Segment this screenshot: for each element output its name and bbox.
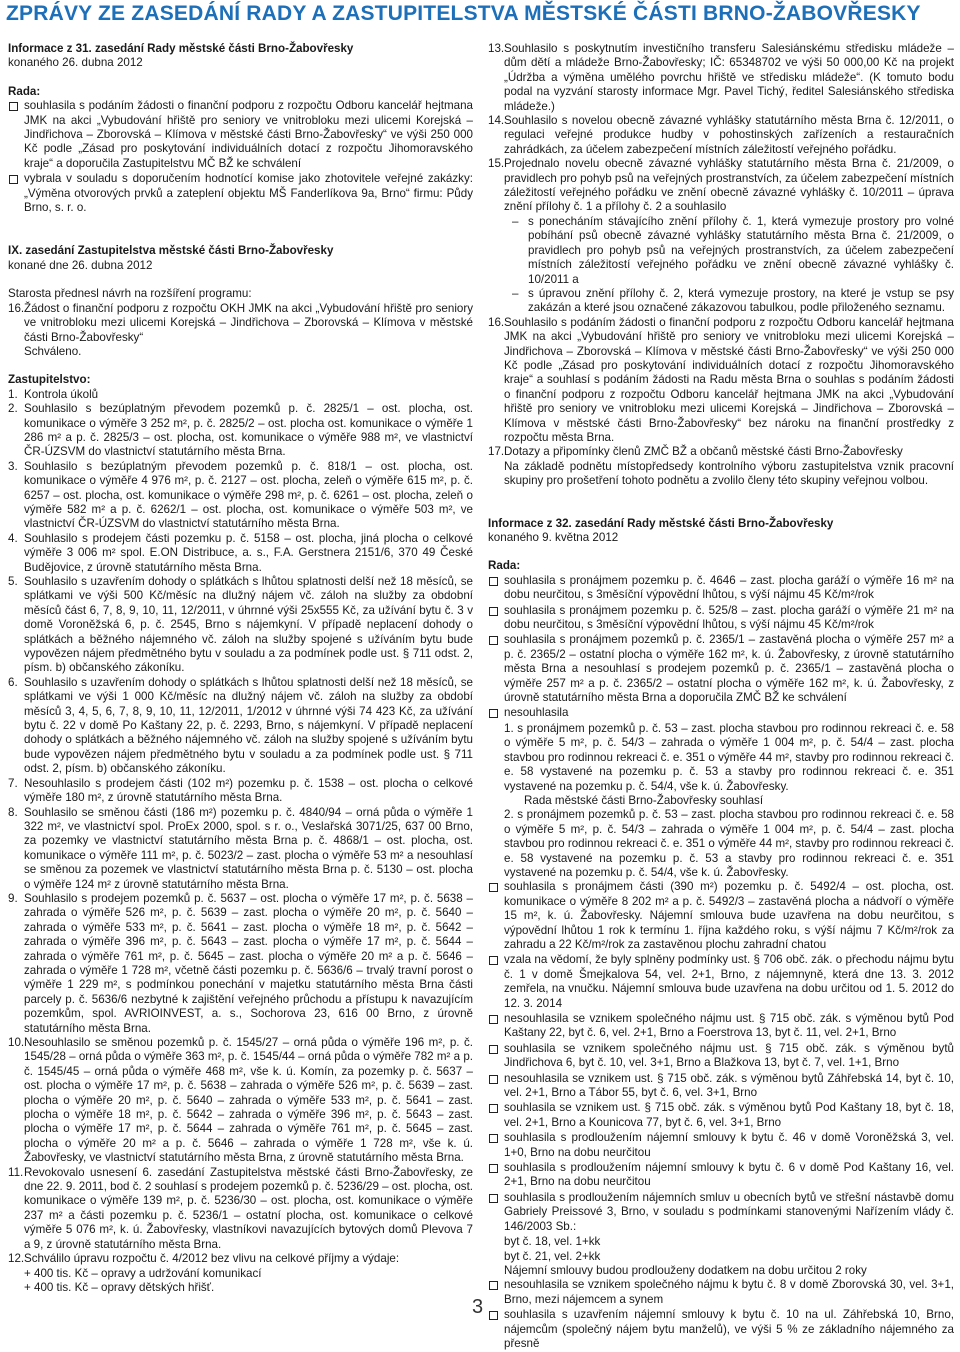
list-item: souhlasila s uzavřením nájemní smlouvy k bytu č. 10 na ul. Záhřebská 10, Brno, nájemcům (společný nájem bytu manželů), ve výši 5 % ze základního nájemného za přesně xyxy=(488,1308,954,1351)
left-column xyxy=(8,42,473,1295)
checkbox-bullet-icon xyxy=(489,1194,498,1203)
checkbox-bullet-icon xyxy=(489,1311,498,1320)
list-item: 13. Souhlasilo s poskytnutím investičního transferu Salesiánskému středisku mládeže – dům dětí a mládeže Brno-Žabovřesky; IČ: 65348702 ve výši 50 000,00 Kč na projekt „Údržba a výměna umělého povrchu hřiště ve středisku mládeže“. (K tomuto bodu podal na vyzvání starosty informace Mgr. Pavel Tichý, ředitel Salesiánského střediska mládeže.) xyxy=(488,42,954,113)
list-item: souhlasila se vznikem společného nájmu ust. § 715 obč. zák. s výměnou bytů Jindřichova 6, byt č. 10, vel. 3+1, Brno a Blažkova 13, byt č. 7, vel. 1+1, Brno xyxy=(488,1042,954,1071)
checkbox-bullet-icon xyxy=(9,175,18,184)
list-item: nesouhlasila se vznikem společného nájmu k bytu č. 8 v domě Zborovská 30, vel. 3+1, Brno, mezi nájemcem a synem xyxy=(488,1278,954,1307)
list-item: souhlasila s prodloužením nájemních smluv u obecních bytů ve střešní nástavbě domu Gabriely Preissové 3, Brno, v souladu s podmínkami stanovenými Nařízením vlády č. 146/2003 Sb.: xyxy=(488,1191,954,1234)
ix-heading: IX. zasedání Zastupitelstva městské části Brno-Žabovřesky xyxy=(8,244,334,258)
list-item: 1. Kontrola úkolů xyxy=(8,387,99,401)
list-item: 14. Souhlasilo s novelou obecně závazné vyhlášky statutárního města Brna č. 12/2011, o regulaci veřejné produkce hudby v pohostinských zařízeních a restauračních zahrádkách, za účelem zabezpečení místních záležitostí veřejného pořádku. xyxy=(488,114,954,156)
page-title: ZPRÁVY ZE ZASEDÁNÍ RADY A ZASTUPITELSTVA MĚSTSKÉ ČÁSTI BRNO-ŽABOVŘESKY xyxy=(6,2,921,25)
checkbox-bullet-icon xyxy=(489,956,498,965)
list-item: vybrala v souladu s doporučením hodnotící komise jako zhotovitele veřejné zakázky: „Výměna otvorových prvků a zateplení objektu MŠ Fanderlíkova 9a, Brno“ firmu: Půdy Brno, s. r. o. xyxy=(8,172,473,215)
resolution-list xyxy=(488,316,954,460)
page-number: 3 xyxy=(472,1296,484,1318)
checkbox-bullet-icon xyxy=(489,636,498,645)
checkbox-bullet-icon xyxy=(9,102,18,111)
rada-label: Rada: xyxy=(488,559,521,573)
list-item: – s ponecháním stávajícího znění přílohy č. 1, která vymezuje prostory pro volné pobíhání psů obecně závazné vyhlášky statutárního města Brna č. 21/2009, o pravidlech pro pohyb psů na veřejných prostranstvích, za účelem zabezpečení místních záležitostí veřejného pořádku ve znění obecně závazné vyhlášky č. 10/2011 a xyxy=(512,214,954,286)
list-item: nesouhlasila se vznikem ust. § 715 obč. zák. s výměnou bytů Záhřebská 14, byt č. 10, vel. 2+1, Brno a Tábor 55, byt č. 6, vel. 3+1, Brno xyxy=(488,1072,954,1101)
bullet-list xyxy=(488,880,954,1234)
item17-note: Na základě podnětu místopředsedy kontrolního výboru zastupitelstva vznik pracovní skupiny pro prošetření tohoto podnětu a zvolilo členy této skupiny veřejnou volbou. xyxy=(504,459,954,488)
list-item: nesouhlasila se vznikem společného nájmu ust. § 715 obč. zák. s výměnou bytů Pod Kaštany 22, byt č. 6, vel. 2+1, Brno a Foerstrova 13, byt č. 11, vel. 2+1, Brno xyxy=(488,1012,954,1041)
resolution-list xyxy=(8,388,473,1267)
list-item: 3. Souhlasilo s bezúplatným převodem pozemků p. č. 818/1 – ost. plocha, ost. komunikace o výměře 4 976 m², p. č. 2127 – ost. plocha, zeleň o výměře 615 m², p. č. 6257 – ost. plocha, ost. komunikace o výměře 298 m², p. č. 6261 – ost. plocha, zeleň o výměře 582 m² a p. č. 6262/1 – ost. plocha, ost. komunikace o výměře 503 m², ve vlastnictví ČR-ÚZSVM do vlastnictví statutárního města Brna. xyxy=(8,459,473,531)
list-item: 16. Souhlasilo s podáním žádosti o finanční podporu z rozpočtu Odboru kancelář hejtmana JMK na akci „Vybudování hřiště pro seniory ve vnitrobloku mezi ulicemi Korejská – Jindřichova – Zborovská – Klímova v městské části Brno-Žabovřesky“ ve výši 250 000 Kč podle „Zásad pro poskytování individuálních dotací z rozpočtu Jihomoravského kraje“ a souhlasí s podáním žádosti na Radu města Brna o souhlas s podáním žádosti o finanční podporu z rozpočtu Odboru kancelář hejtmana JMK na akci „Vybudování hřiště pro seniory ve vnitrobloku mezi ulicemi Korejská – Jindřichova – Zborovská – Klímova v městské části Brno-Žabovřesky“ bez nároku na finanční prostředky z rozpočtu města Brna. xyxy=(488,315,954,444)
info2-date: konaného 9. května 2012 xyxy=(488,531,619,544)
list-item: – s úpravou znění přílohy č. 2, která vymezuje prostory, na které je vstup se psy zakázán a které jsou označené zákazovou tabulkou, podle přiloženého seznamu. xyxy=(512,286,954,315)
byt-line: byt č. 21, vel. 2+kk xyxy=(504,1249,601,1263)
list-item: vzala na vědomí, že byly splněny podmínky ust. § 706 obč. zák. o přechodu nájmu bytu č. 1 v domě Šmejkalova 54, vel. 2+1, Brno, z nájemnyně, která dne 13. 3. 2012 zemřela, na vnučku. Nájemní smlouva bude uzavřena na dobu určitou od 1. 5. 2012 do 12. 3. 2014 xyxy=(488,953,954,1011)
byt-line: byt č. 18, vel. 1+kk xyxy=(504,1235,601,1249)
list-item: 9. Souhlasilo s prodejem pozemků p. č. 5637 – ost. plocha o výměře 17 m², p. č. 5638 – zahrada o výměře 526 m², p. č. 5639 – zast. plocha o výměře 20 m², p. č. 5640 – zahrada o výměře 533 m², p. č. 5641 – zast. plocha o výměře 18 m², p. č. 5642 – zahrada o výměře 396 m², p. č. 5643 – zast. plocha o výměře 17 m², p. č. 5644 – zahrada o výměře 761 m², p. č. 5645 – zast. plocha o výměře 20 m² a p. č. 5646 – zahrada o výměře 1 728 m², včetně části pozemku p. č. 5636/6 – trvalý travní porost o výměře 1 229 m², s podmínkou ponechání v majetku statutárního města Brna části parcely p. č. 5636/6 nezbytné k zajištění veřejného průchodu a přístupu k navazujícím pozemkům, spol. AVRIOINVEST, a. s., Sochorova 23, 616 00 Brno, z úrovně statutárního města Brna. xyxy=(8,891,473,1035)
list-item: 4. Souhlasilo s prodejem části pozemku p. č. 5158 – ost. plocha, jiná plocha o celkové výměře 3 006 m² spol. E.ON Distribuce, a. s., F.A. Gerstnera 2151/6, 370 49 České Budějovice, z úrovně statutárního města Brna. xyxy=(8,531,473,574)
checkbox-bullet-icon xyxy=(489,709,498,718)
list-item: souhlasila s pronájmem pozemku p. č. 525/8 – zast. plocha garáží o výměře 21 m² na dobu neurčitou, s 3měsíční výpovědní lhůtou, s výší nájmu 45 Kč/m²/rok xyxy=(488,604,954,633)
resolution-list xyxy=(488,42,954,215)
list-item: 8. Souhlasilo se směnou části (186 m²) pozemku p. č. 4840/94 – orná půda o výměře 1 322 m², ve vlastnictví spol. ProEx 2000, spol. s r. o., Veslařská 3071/25, 637 00 Brno, za pozemky ve vlastnictví statutárního města Brna p. č. 4868/1 – ost. plocha, ost. komunikace o výměře 111 m², p. č. 5023/2 – zast. plocha o výměře 53 m² a nesouhlasí se směnou za pozemek ve vlastnictví statutárního města Brna p. č. 5130 – ost. plocha o výměře 124 m² z úrovně statutárního města Brna. xyxy=(8,805,473,891)
list-item: souhlasila s prodloužením nájemní smlouvy k bytu č. 6 v domě Pod Kaštany 16, vel. 2+1, Brno na dobu neurčitou xyxy=(488,1161,954,1190)
list-item: nesouhlasila xyxy=(488,706,954,720)
info2-heading: Informace z 32. zasedání Rady městské části Brno-Žabovřesky xyxy=(488,516,834,530)
list-item: 10. Nesouhlasilo se směnou pozemků p. č. 1545/27 – orná půda o výměře 196 m², p. č. 1545/28 – orná půda o výměře 363 m², p. č. 1545/44 – orná půda o výměře 782 m² a p. č. 1545/45 – orná půda o výměře 468 m², vše k. ú. Komín, za pozemky p. č. 5637 – ost. plocha o výměře 17 m², p. č. 5638 – zahrada o výměře 526 m², p. č. 5639 – zast. plocha o výměře 20 m², p. č. 5640 – zahrada o výměře 533 m², p. č. 5641 – zast. plocha o výměře 18 m², p. č. 5642 – zahrada o výměře 396 m², p. č. 5643 – zast. plocha o výměře 17 m², p. č. 5644 – zahrada o výměře 761 m², p. č. 5645 – zast. plocha o výměře 20 m² a p. č. 5646 – zahrada o výměře 1 728 m², vše k. ú. Žabovřesky, ve vlastnictví statutárního města Brna, z úrovně statutárního města Brna. xyxy=(8,1036,473,1165)
sublist-item: 1. s pronájmem pozemků p. č. 53 – zast. plocha stavbou pro rodinnou rekreaci č. e. 58 o výměře 5 m², p. č. 54/3 – zahrada o výměře 1 004 m², p. č. 54/4 – zast. plocha stavbou pro rodinnou rekreaci č. e. 351 o výměře 44 m², stavby pro rodinnou rekreaci č. e. 58 vystavené na pozemku p. č. 53 a stavby pro rodinnou rekreaci č. e. 351 vystavené na pozemku p. č. 54/4, vše k. ú. Žabovřesky. xyxy=(504,721,954,793)
checkbox-bullet-icon xyxy=(489,1134,498,1143)
bullet-list xyxy=(488,1278,954,1351)
starosta-text: Starosta přednesl návrh na rozšíření programu: xyxy=(8,287,252,301)
list-item: 16. Žádost o finanční podporu z rozpočtu OKH JMK na akci „Vybudování hřiště pro seniory ve vnitrobloku mezi ulicemi Korejská – Jindřichova – Zborovská – Klímova v městské části Brno-Žabovřesky“ xyxy=(8,301,473,344)
sublist-item: 2. s pronájmem pozemků p. č. 53 – zast. plocha stavbou pro rodinnou rekreaci č. e. 58 o výměře 5 m², p. č. 54/3 – zahrada o výměře 1 004 m², p. č. 54/4 – zast. plocha stavbou pro rodinnou rekreaci č. e. 351 o výměře 44 m², stavby pro rodinnou rekreaci č. e. 58 vystavené na pozemku p. č. 53 a stavby pro rodinnou rekreaci č. e. 351 vystavené na pozemku p. č. 54/4, vše k. ú. Žabovřesky. xyxy=(504,808,954,879)
list-item: 15. Projednalo novelu obecně závazné vyhlášky statutárního města Brna č. 21/2009, o pravidlech pro pohyb psů na veřejných prostranstvích, za účelem zabezpečení místních záležitostí veřejného pořádku ve znění obecně závazné vyhlášky č. 10/2011 – úprava znění přílohy č. 1 a přílohy č. 2 a souhlasilo xyxy=(488,157,954,214)
list-item: souhlasila s podáním žádosti o finanční podporu z rozpočtu Odboru kancelář hejtmana JMK na akci „Vybudování hřiště pro seniory ve vnitrobloku mezi ulicemi Korejská – Jindřichova – Zborovská – Klímova v městské části Brno-Žabovřesky“ ve výši 250 000 Kč podle „Zásad pro poskytování individuálních dotací z rozpočtu Jihomoravského kraje“ a doporučila Zastupitelstvu MČ BŽ ke schválení xyxy=(8,99,473,171)
byty-note: Nájemní smlouvy budou prodlouženy dodatkem na dobu určitou 2 roky xyxy=(504,1263,867,1277)
list-item: souhlasila s prodloužením nájemní smlouvy k bytu č. 46 v domě Voroněžská 3, vel. 1+0, Brno na dobu neurčitou xyxy=(488,1131,954,1160)
zastupitelstvo-label: Zastupitelstvo: xyxy=(8,373,91,387)
checkbox-bullet-icon xyxy=(489,1281,498,1290)
right-column xyxy=(488,42,954,1352)
list-item: 2. Souhlasilo s bezúplatným převodem pozemků p. č. 2825/1 – ost. plocha, ost. komunikace o výměře 3 252 m², p. č. 2825/2 – ost. plocha ost. komunikace o výměře 1 286 m² a p. č. 2825/3 – ost. plocha, ost. komunikace o výměře 988 m², ve vlastnictví ČR-ÚZSVM do vlastnictví statutárního města Brna. xyxy=(8,402,473,459)
list-item: souhlasila s pronájmem části (390 m²) pozemku p. č. 5492/4 – ost. plocha, ost. komunikace o výměře 8 202 m² a p. č. 5492/3 – zastavěná plocha a nádvoří o výměře 15 m², k. ú. Žabovřesky. Nájemní smlouva bude uzavřena na dobu neurčitou, s výpovědní lhůtou 1 rok k termínu 1. října každého roku, s výší nájmu 7 Kč/m²/rok za zahradu a 22 Kč/m²/rok za zastavěnou plochu zahradní chatou xyxy=(488,880,954,952)
checkbox-bullet-icon xyxy=(489,1164,498,1173)
info-date: konaného 26. dubna 2012 xyxy=(8,56,143,70)
ix-date: konané dne 26. dubna 2012 xyxy=(8,258,153,272)
list-item: 6. Souhlasilo s uzavřením dohody o splátkách s lhůtou splatnosti delší než 18 měsíců, se splátkami ve výši 1 000 Kč/měsíc na dlužný nájem vč. záloh na služby za období měsíců 3, 4, 5, 6, 7, 8, 9, 10, 11, 12/2011, 1/2012 v úhrnné výši 74 423 Kč, za užívání bytu č. 22 v domě Po Kaštany 22, p. č. 2293, Brno, s nájemkyní. V případě neplacení dohody o splátkách a běžného nájemného vč. záloh na služby spojené s užíváním bytu bude vypovězen nájem předmětného bytu v souladu a za podmínek podle ust. § 711 odst. 2, písm. b) občanského zákoníku. xyxy=(8,675,473,776)
rada-label: Rada: xyxy=(8,84,41,98)
budget-line: + 400 tis. Kč – opravy a udržování komunikací xyxy=(24,1266,262,1280)
checkbox-bullet-icon xyxy=(489,607,498,616)
checkbox-bullet-icon xyxy=(489,883,498,892)
schvaleno-text: Schváleno. xyxy=(24,344,82,358)
checkbox-bullet-icon xyxy=(489,1104,498,1113)
list-item: souhlasila se vznikem ust. § 715 obč. zák. s výměnou bytů Pod Kaštany 18, byt č. 18, vel. 2+1, Brno a Kounicova 77, byt č. 6, vel. 3+1, Brno xyxy=(488,1101,954,1130)
list-item: souhlasila s pronájmem pozemků p. č. 2365/1 – zastavěná plocha o výměře 257 m² a p. č. 2365/2 – ostatní plocha o výměře 162 m², k. ú. Žabovřesky, z úrovně statutárního města Brna a nesouhlasí s prodejem pozemků p. č. 2365/1 – zastavěná plocha o výměře 257 m² a p. č. 2365/2 – ostatní plocha o výměře 162 m², k. ú. Žabovřesky, z úrovně statutárního města Brna a doporučila ZMČ BŽ ke schválení xyxy=(488,633,954,705)
list-item: 17. Dotazy a připomínky členů ZMČ BŽ a občanů městské části Brno-Žabovřesky xyxy=(488,445,903,459)
list-item: souhlasila s pronájmem pozemku p. č. 4646 – zast. plocha garáží o výměře 16 m² na dobu neurčitou, s 3měsíční výpovědní lhůtou, s výší nájmu 45 Kč/m²/rok xyxy=(488,574,954,603)
checkbox-bullet-icon xyxy=(489,1075,498,1084)
bullet-list xyxy=(488,574,954,721)
budget-line: + 400 tis. Kč – opravy dětských hřišť. xyxy=(24,1280,215,1294)
checkbox-bullet-icon xyxy=(489,577,498,586)
list-item: 7. Nesouhlasilo s prodejem části (102 m²) pozemku p. č. 1538 – ost. plocha o celkové výměře 180 m², z úrovně statutárního města Brna. xyxy=(8,776,473,805)
sub-heading: Rada městské části Brno-Žabovřesky souhlasí xyxy=(524,793,764,807)
info-heading: Informace z 31. zasedání Rady městské části Brno-Žabovřesky xyxy=(8,42,354,55)
checkbox-bullet-icon xyxy=(489,1045,498,1054)
checkbox-bullet-icon xyxy=(489,1015,498,1024)
list-item: 5. Souhlasilo s uzavřením dohody o splátkách s lhůtou splatnosti delší než 18 měsíců, se splátkami ve výši 500 Kč/měsíc na dlužný nájem vč. záloh na služby za obdobní měsíců část 6, 7, 8, 9, 10, 11, 12/2011, v úhrnné výši 25x555 Kč, za užívání bytu č. 3 v domě Voroněžská 6, p. č. 2545, Brno s nájemkyní. V případě neplacení dohody o splátkách a běžného nájemného vč. záloh na služby spojené s užíváním bytu bude vypovězen nájem předmětného bytu v souladu a za podmínek podle ust. § 711 odst. 2, písm. b) občanského zákoníku. xyxy=(8,575,473,675)
list-item: 11. Revokovalo usnesení 6. zasedání Zastupitelstva městské části Brno-Žabovřesky, ze dne 22. 9. 2011, bod č. 2 souhlasí s prodejem pozemků p. č. 5236/29 – ost. plocha, ost. komunikace o výměře 139 m², p. č. 5236/30 – ost. plocha, ost. komunikace o výměře 237 m² a části pozemku p. č. 5236/1 – ostatní plocha, ost. komunikace o celkové výměře 5 076 m², k. ú. Žabovřesky, vlastníkovi navazujících bytových domů Plevova 7 a 9, z úrovně statutárního města Brna. xyxy=(8,1165,474,1251)
list-item: 12. Schválilo úpravu rozpočtu č. 4/2012 bez vlivu na celkové příjmy a výdaje: xyxy=(8,1252,400,1266)
